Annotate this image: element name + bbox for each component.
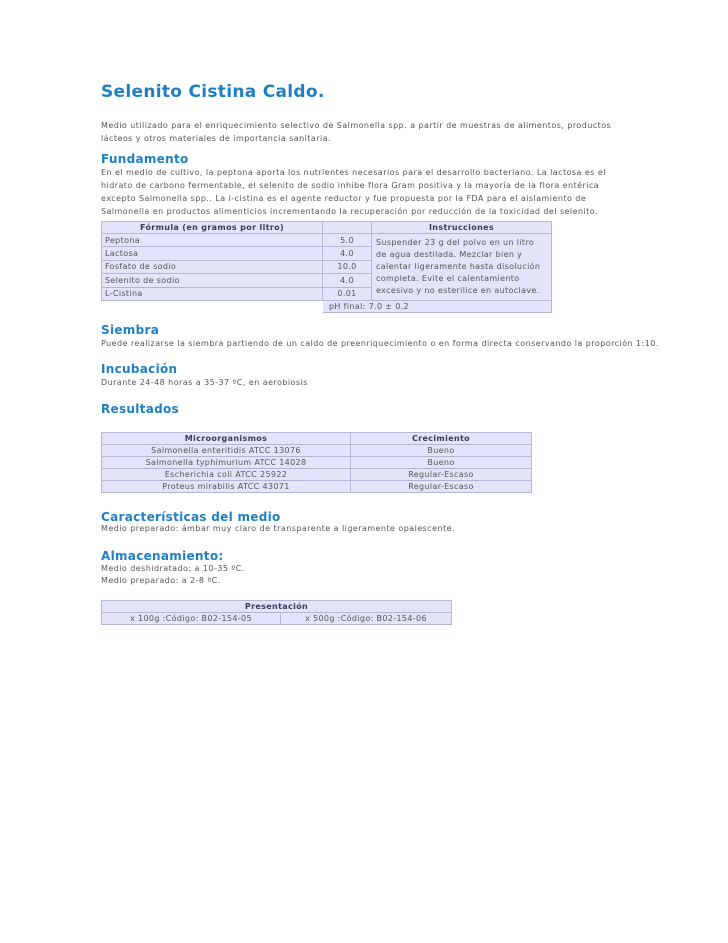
presentacion-table xyxy=(101,600,452,625)
growth-value: Bueno xyxy=(351,457,532,469)
ingredient-name: Selenito de sodio xyxy=(102,274,323,287)
fundamento-paragraph: En el medio de cultivo, la peptona aporta los nutrientes necesarios para el desarrollo bacteriano. La lactosa es el hidrato de carbono fermentable, el selenito de sodio inhibe flora Gram positiva y la mayoría de la flora entérica excepto Salmonella spp.. La l-cistina es el agente reductor y fue propuesta por la FDA para el aislamiento de Salmonella en productos alimenticios incrementando la recuperación por reducción de la toxicidad del selenito. xyxy=(101,168,606,216)
table-row xyxy=(102,481,532,493)
formula-header: Fórmula (en gramos por litro) xyxy=(102,222,323,234)
ingredient-value: 4.0 xyxy=(323,247,372,260)
formula-table xyxy=(101,221,552,313)
ingredient-value: 10.0 xyxy=(323,260,372,273)
ingredient-value: 0.01 xyxy=(323,287,372,300)
organism-name: Salmonella enteritidis ATCC 13076 xyxy=(102,445,351,457)
ingredient-value: 5.0 xyxy=(323,234,372,247)
table-row xyxy=(102,301,552,313)
table-row xyxy=(102,613,452,625)
ingredient-name: Fosfato de sodio xyxy=(102,260,323,273)
instructions-header: Instrucciones xyxy=(372,222,552,234)
ingredient-name: L-Cistina xyxy=(102,287,323,300)
fundamento-heading: Fundamento xyxy=(101,152,189,166)
table-row xyxy=(102,469,532,481)
storage-dehydrated: Medio deshidratado: a 10-35 ºC. xyxy=(101,564,245,573)
storage-prepared: Medio preparado: a 2-8 ºC. xyxy=(101,576,221,585)
organism-name: Escherichia coli ATCC 25922 xyxy=(102,469,351,481)
presentacion-header: Presentación xyxy=(102,601,452,613)
almacenamiento-heading: Almacenamiento: xyxy=(101,549,224,563)
siembra-heading: Siembra xyxy=(101,323,160,337)
incubacion-heading: Incubación xyxy=(101,362,178,376)
ingredient-name: Lactosa xyxy=(102,247,323,260)
organism-name: Proteus mirabilis ATCC 43071 xyxy=(102,481,351,493)
presentation-item: x 500g :Código: B02-154-06 xyxy=(281,613,452,625)
table-row xyxy=(102,457,532,469)
table-row xyxy=(102,234,552,247)
ingredient-value: 4.0 xyxy=(323,274,372,287)
incubacion-paragraph: Durante 24-48 horas a 35-37 ºC, en aerobiosis xyxy=(101,378,308,387)
page-title: Selenito Cistina Caldo. xyxy=(101,82,325,102)
presentation-item: x 100g :Código: B02-154-05 xyxy=(102,613,281,625)
growth-value: Regular-Escaso xyxy=(351,481,532,493)
growth-value: Regular-Escaso xyxy=(351,469,532,481)
growth-header: Crecimiento xyxy=(351,433,532,445)
ingredient-name: Peptona xyxy=(102,234,323,247)
table-row xyxy=(102,445,532,457)
caracteristicas-paragraph: Medio preparado: ámbar muy claro de transparente a ligeramente opalescente. xyxy=(101,524,455,533)
resultados-table xyxy=(101,432,532,493)
organisms-header: Microorganismos xyxy=(102,433,351,445)
organism-name: Salmonella typhimurium ATCC 14028 xyxy=(102,457,351,469)
intro-paragraph: Medio utilizado para el enriquecimiento selectivo de Salmonella spp. a partir de muestras de alimentos, productos lácteos y otros materiales de importancia sanitaria. xyxy=(101,121,612,143)
instructions-text: Suspender 23 g del polvo en un litro de agua destilada. Mezclar bien y calentar ligeramente hasta disolución completa. Evite el calentamiento excesivo y no esterilice en autoclave. xyxy=(372,234,552,301)
growth-value: Bueno xyxy=(351,445,532,457)
ph-final: pH final: 7.0 ± 0.2 xyxy=(323,301,552,313)
resultados-heading: Resultados xyxy=(101,402,179,416)
caracteristicas-heading: Características del medio xyxy=(101,510,281,524)
siembra-paragraph: Puede realizarse la siembra partiendo de un caldo de preenriquecimiento o en forma directa conservando la proporción 1:10. xyxy=(101,339,659,348)
